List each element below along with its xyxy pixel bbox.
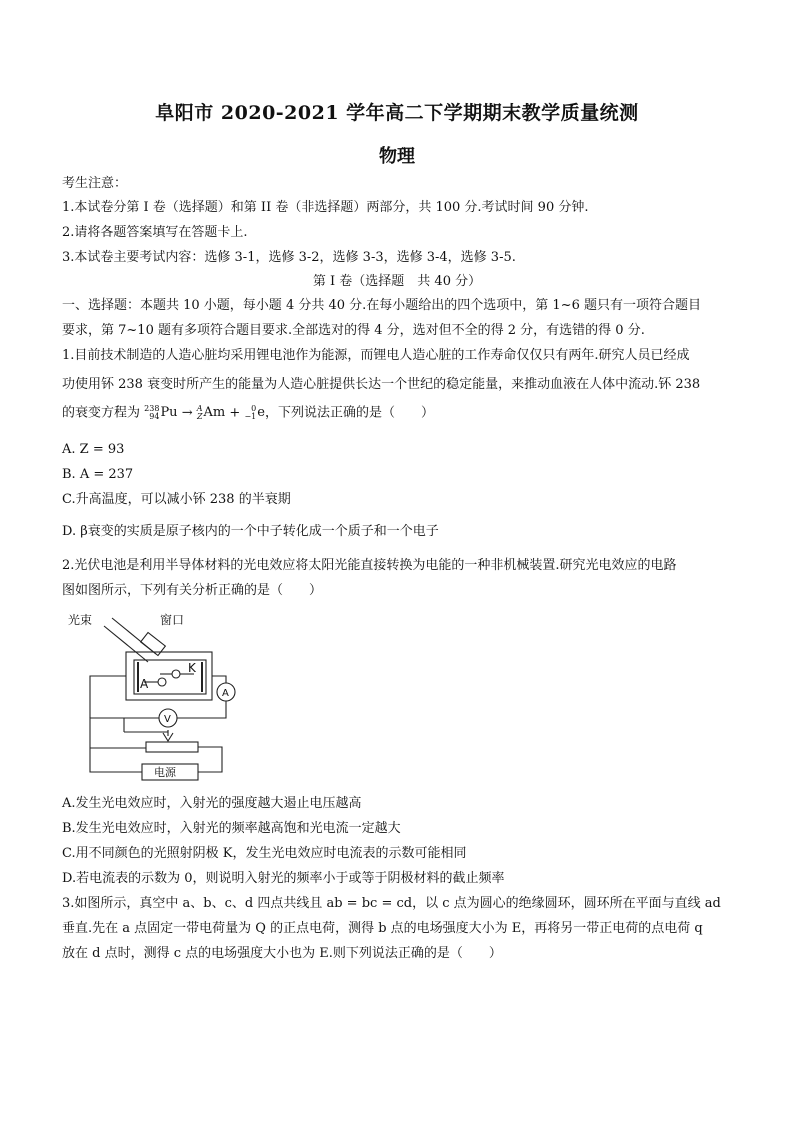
pu-charge: 94 — [149, 411, 160, 421]
q1-equation-line — [62, 404, 742, 423]
q3-line-3: 放在 d 点时，测得 c 点的电场强度大小也为 E.则下列说法正确的是（ ） — [62, 946, 502, 961]
q2-line-2: 图如图所示，下列有关分析正确的是（ ） — [62, 583, 323, 598]
anode-label: A — [140, 677, 149, 691]
q2-line-1: 2.光伏电池是利用半导体材料的光电效应将太阳光能直接转换为电能的一种非机械装置.研究光电效应的电路 — [62, 558, 677, 573]
am-symbol: Am — [203, 405, 226, 420]
wire — [198, 747, 222, 772]
wire — [124, 730, 168, 732]
q1-option-d: D. β衰变的实质是原子核内的一个中子转化成一个质子和一个电子 — [62, 524, 439, 539]
cathode-label: K — [188, 661, 196, 675]
e-mass: 0 — [251, 403, 257, 413]
q1-option-b: B. A = 237 — [62, 467, 134, 482]
notice-item-1: 1.本试卷分第 I 卷（选择题）和第 II 卷（非选择题）两部分，共 100 分.考试时间 90 分钟. — [62, 200, 589, 215]
light-beam-label: 光束 — [68, 613, 93, 627]
q2-option-b: B.发生光电效应时，入射光的频率越高饱和光电流一定越大 — [62, 821, 401, 836]
wire — [90, 748, 142, 772]
q1-line-2: 功使用钚 238 衰变时所产生的能量为人造心脏提供长达一个世纪的稳定能量，来推动血液在人体中流动.钚 238 — [62, 377, 701, 392]
wire — [90, 676, 126, 718]
ammeter-label: A — [222, 688, 229, 699]
q2-option-a: A.发生光电效应时，入射光的强度越大遏止电压越高 — [62, 796, 362, 811]
electron-icon — [172, 670, 180, 678]
q2-option-d: D.若电流表的示数为 0，则说明入射光的频率小于或等于阴极材料的截止频率 — [62, 871, 505, 886]
q1-option-c: C.升高温度，可以减小钚 238 的半衰期 — [62, 492, 291, 507]
plus-sign: + — [229, 405, 241, 421]
americium-nuclide — [197, 404, 226, 422]
plutonium-nuclide — [144, 404, 177, 422]
electron-particle — [244, 404, 265, 422]
wire — [212, 676, 226, 683]
q3-line-2: 垂直.先在 a 点固定一带电荷量为 Q 的正点电荷，测得 b 点的电场强度大小为 E，再将另一带正电荷的点电荷 q — [62, 921, 703, 936]
exam-title: 阜阳市 2020-2021 学年高二下学期期末教学质量统测 — [155, 102, 639, 124]
electron-icon — [158, 678, 166, 686]
voltmeter-label: V — [164, 714, 171, 725]
q3-line-1: 3.如图所示，真空中 a、b、c、d 四点共线且 ab = bc = cd，以 c 点为圆心的绝缘圆环，圆环所在平面与直线 ad — [62, 896, 721, 911]
section-instruction-1: 一、选择题：本题共 10 小题，每小题 4 分共 40 分.在每小题给出的四个选项中，第 1~6 题只有一项符合题目 — [62, 298, 701, 313]
am-mass: A — [196, 403, 203, 413]
notice-heading: 考生注意： — [62, 176, 128, 191]
q1-eq-suffix: ，下列说法正确的是（ ） — [264, 405, 434, 421]
section-heading: 第 I 卷（选择题 共 40 分） — [312, 274, 482, 289]
q2-option-c: C.用不同颜色的光照射阴极 K，发生光电效应时电流表的示数可能相同 — [62, 846, 467, 861]
q1-option-a: A. Z = 93 — [62, 442, 125, 457]
power-source-label: 电源 — [154, 766, 176, 779]
pu-symbol: Pu — [160, 405, 178, 420]
notice-item-2: 2.请将各题答案填写在答题卡上. — [62, 225, 248, 240]
am-charge: Z — [196, 411, 203, 421]
q1-eq-prefix: 的衰变方程为 — [62, 405, 141, 421]
arrow-icon: → — [181, 405, 193, 421]
pu-mass: 238 — [144, 403, 160, 413]
q1-line-1: 1.目前技术制造的人造心脏均采用锂电池作为能源，而锂电人造心脏的工作寿命仅仅只有两年.研究人员已经成 — [62, 348, 690, 363]
notice-item-3: 3.本试卷主要考试内容：选修 3-1，选修 3-2，选修 3-3，选修 3-4，选修 3-5. — [62, 250, 516, 265]
window-label: 窗口 — [160, 613, 185, 627]
e-symbol: e — [257, 405, 265, 420]
e-charge: −1 — [244, 411, 257, 421]
exam-subject: 物理 — [379, 146, 415, 167]
wire — [90, 701, 226, 748]
rheostat — [146, 742, 198, 752]
section-instruction-2: 要求，第 7~10 题有多项符合题目要求.全部选对的得 4 分，选对但不全的得 2 分，有选错的得 0 分. — [62, 323, 645, 338]
photoelectric-circuit-diagram — [64, 612, 242, 782]
